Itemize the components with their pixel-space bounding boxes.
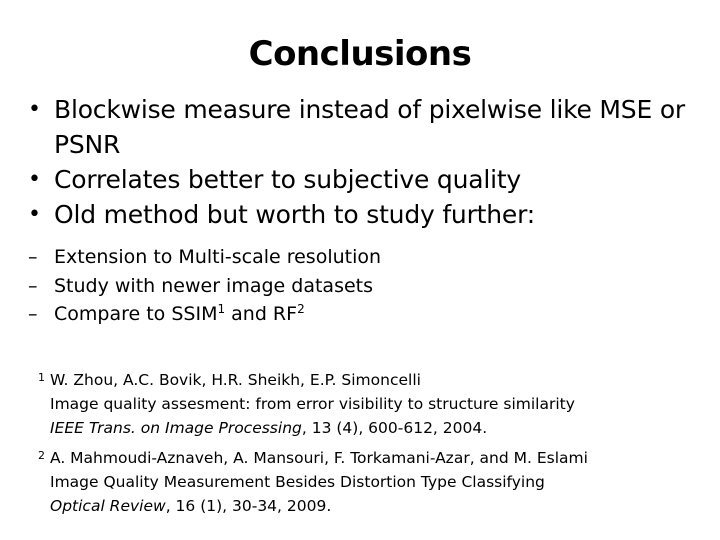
- bullet-marker: •: [28, 167, 41, 192]
- reference-source: [50, 416, 708, 440]
- reference-number: 2: [38, 449, 45, 462]
- sub-item-text: Extension to Multi-scale resolution: [54, 246, 382, 268]
- footnote-ref-2: 2: [297, 302, 305, 316]
- reference-authors: A. Mahmoudi-Aznaveh, A. Mansouri, F. Torkamani-Azar, and M. Eslami: [50, 449, 588, 467]
- reference-journal: IEEE Trans. on Image Processing: [50, 419, 302, 437]
- footnote-ref-1: 1: [217, 302, 226, 316]
- sub-item: [28, 243, 708, 272]
- reference-details: , 13 (4), 600-612, 2004.: [301, 419, 488, 437]
- bullet-text: Correlates better to subjective quality: [54, 165, 522, 194]
- bullet-item: [28, 162, 708, 197]
- bullet-text: Old method but worth to study further:: [54, 200, 535, 229]
- bullet-text: Blockwise measure instead of pixelwise like MSE or PSNR: [54, 95, 685, 159]
- reference-list: [38, 368, 708, 524]
- dash-marker: –: [28, 274, 38, 297]
- bullet-item: [28, 92, 708, 162]
- slide-title: Conclusions: [248, 34, 472, 74]
- reference-details: , 16 (1), 30-34, 2009.: [165, 497, 332, 515]
- bullet-marker: •: [28, 202, 41, 227]
- bullet-marker: •: [28, 97, 41, 122]
- sub-item-text-mid: and RF: [225, 303, 298, 325]
- reference-item: [38, 368, 708, 440]
- bullet-item: [28, 197, 708, 232]
- reference-title: Image Quality Measurement Besides Distortion Type Classifying: [50, 473, 545, 491]
- sub-item-list: [28, 243, 708, 329]
- sub-item: [28, 300, 708, 329]
- reference-title: Image quality assesment: from error visibility to structure similarity: [50, 395, 575, 413]
- reference-source: [50, 494, 708, 518]
- reference-journal: Optical Review: [50, 497, 166, 515]
- sub-item: [28, 272, 708, 301]
- sub-item-text: Study with newer image datasets: [54, 274, 374, 297]
- dash-marker: –: [28, 303, 38, 325]
- bullet-list: [28, 92, 708, 232]
- reference-item: [38, 446, 708, 518]
- dash-marker: –: [28, 246, 38, 268]
- reference-number: 1: [38, 371, 45, 384]
- reference-authors: W. Zhou, A.C. Bovik, H.R. Sheikh, E.P. Simoncelli: [50, 371, 421, 389]
- sub-item-text: Compare to SSIM: [54, 303, 218, 325]
